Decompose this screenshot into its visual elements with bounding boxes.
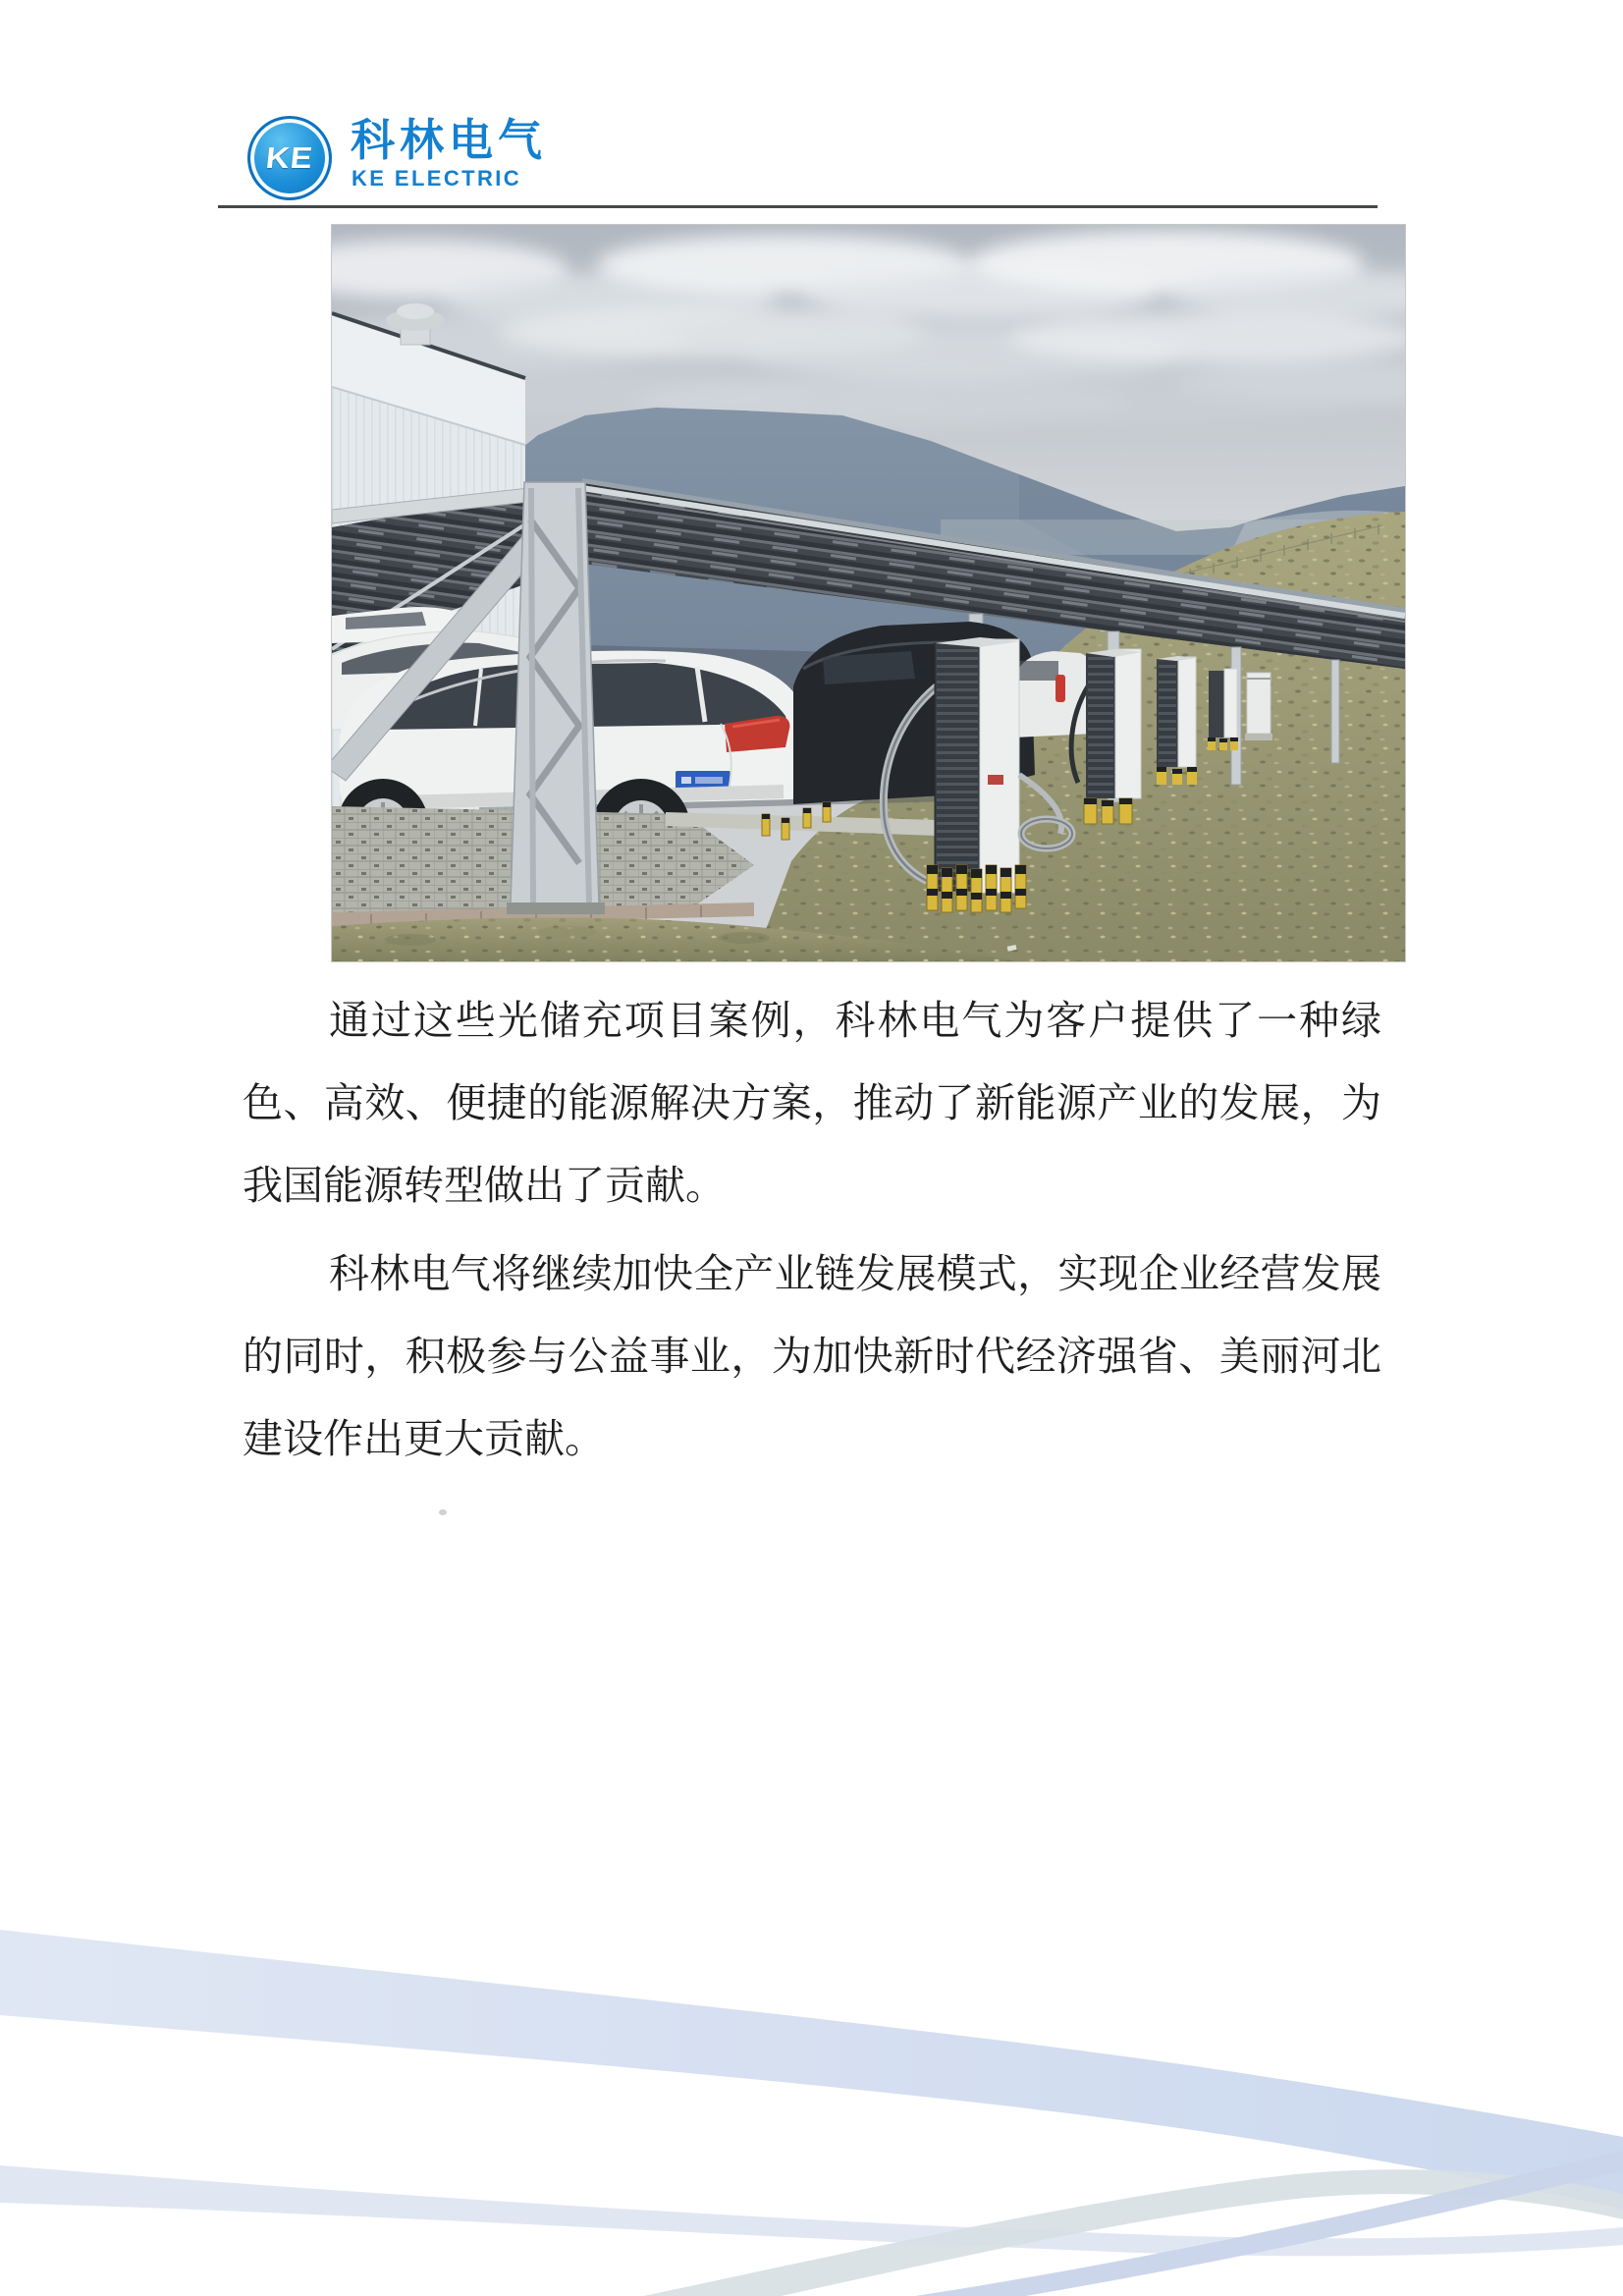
text-line: 建设作出更大贡献。 bbox=[243, 1416, 605, 1461]
charger-3 bbox=[1157, 656, 1198, 785]
company-name-en: KE ELECTRIC bbox=[352, 166, 522, 191]
text-line: 通过这些光储充项目案例，科林电气为客户提供了一种绿 bbox=[329, 998, 1381, 1043]
footer-waves bbox=[0, 1884, 1623, 2296]
logo-monogram: KE bbox=[264, 140, 315, 175]
yellow-bollards bbox=[927, 865, 1026, 912]
text-line: 我国能源转型做出了贡献。 bbox=[243, 1163, 726, 1208]
photo-scene bbox=[332, 225, 1405, 961]
charger-cabinet-5 bbox=[1245, 673, 1272, 740]
header-rule bbox=[218, 205, 1378, 208]
text-line: 的同时，积极参与公益事业，为加快新时代经济强省、美丽河北 bbox=[243, 1334, 1381, 1379]
pv-carport-ev-charging-station-photo bbox=[331, 224, 1406, 962]
text-line: 科林电气将继续加快全产业链发展模式，实现企业经营发展 bbox=[329, 1251, 1381, 1296]
scan-artifact-speck bbox=[439, 1509, 447, 1515]
text-line: 色、高效、便捷的能源解决方案，推动了新能源产业的发展，为 bbox=[243, 1080, 1381, 1125]
body-text bbox=[243, 979, 1381, 1480]
decorative-wave-1 bbox=[0, 1930, 1623, 2210]
paragraph-1 bbox=[243, 979, 1381, 1227]
company-name-zh: 科林电气 bbox=[351, 115, 548, 165]
ke-logo-icon bbox=[247, 116, 332, 200]
paragraph-2 bbox=[243, 1232, 1381, 1480]
